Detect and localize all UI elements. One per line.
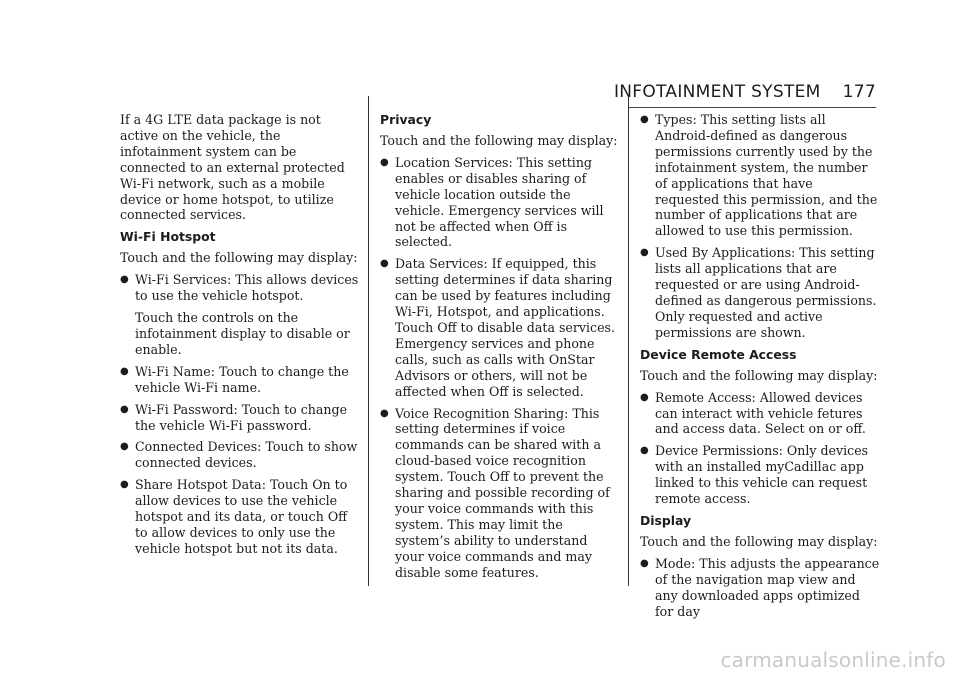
list-item [640, 245, 880, 340]
bullet-icon: ● [640, 445, 649, 457]
column-divider-1 [368, 96, 369, 586]
list-item [380, 155, 620, 250]
bullet-icon: ● [640, 114, 649, 125]
list-item-text: Device Permissions: Only devices with an installed myCadillac app linked to this vehicle can request remote access. [655, 443, 869, 507]
list-item-subtext: Touch the controls on the infotainment display to disable or enable. [135, 310, 350, 357]
list-item-text: Wi-Fi Password: Touch to change the vehicle Wi-Fi password. [135, 401, 348, 433]
bullet-icon: ● [640, 247, 649, 259]
bullet-icon: ● [380, 407, 389, 419]
list-item [640, 112, 880, 239]
bullet-icon: ● [640, 557, 649, 569]
device-remote-access-list [640, 390, 880, 507]
bullet-icon: ● [120, 479, 129, 491]
list-item [380, 406, 620, 581]
header-rule [628, 107, 876, 108]
list-item [380, 256, 620, 399]
wifi-hotspot-heading: Wi-Fi Hotspot [120, 229, 216, 245]
bullet-icon: ● [120, 365, 129, 377]
list-item-text: Mode: This adjusts the appearance of the navigation map view and any downloaded apps optimized for day [655, 555, 880, 619]
display-lead: Touch and the following may display: [640, 533, 878, 549]
display-heading: Display [640, 512, 692, 528]
wifi-hotspot-lead: Touch and the following may display: [120, 250, 358, 266]
list-item [640, 390, 880, 438]
bullet-icon: ● [380, 258, 389, 270]
list-item [120, 364, 360, 396]
list-item [120, 439, 360, 471]
list-item-text: Connected Devices: Touch to show connected devices. [135, 439, 358, 471]
column-3 [640, 112, 880, 625]
privacy-list [380, 155, 620, 581]
bullet-icon: ● [120, 403, 129, 415]
bullet-icon: ● [120, 274, 129, 286]
page-number: 177 [842, 82, 876, 102]
column-1 [120, 112, 360, 563]
watermark: carmanualsonline.info [720, 648, 946, 672]
bullet-icon: ● [120, 441, 129, 453]
list-item-text: Share Hotspot Data: Touch On to allow devices to use the vehicle hotspot and its data, or touch Off to allow devices to only use the vehicle hotspot but not its data. [135, 477, 348, 556]
column-divider-2 [628, 96, 629, 586]
privacy-lead: Touch and the following may display: [380, 133, 618, 148]
list-item [120, 402, 360, 434]
device-remote-access-lead: Touch and the following may display: [640, 367, 878, 383]
list-item-text: Remote Access: Allowed devices can interact with vehicle fetures and access data. Select on or off. [655, 389, 866, 437]
wifi-hotspot-list [120, 272, 360, 557]
list-item-text: Location Services: This setting enables or disables sharing of vehicle location outside the vehicle. Emergency services will not be affected when Off is selected. [395, 154, 604, 250]
page-header [614, 82, 876, 102]
column-2 [380, 112, 620, 586]
bullet-icon: ● [380, 156, 389, 168]
privacy-heading: Privacy [380, 112, 432, 127]
list-item-text: Data Services: If equipped, this setting determines if data sharing can be used by features including Wi-Fi, Hotspot, and applications. Touch Off to disable data services. Emergency services and phone calls, such as calls with OnStar Advisors or others, will not be affected when Off is selected. [395, 256, 616, 399]
permissions-list [640, 112, 880, 341]
intro-paragraph: If a 4G LTE data package is not active on the vehicle, the infotainment system can be connected to an external protected Wi-Fi network, such as a mobile device or home hotspot, to utilize connected services. [120, 112, 345, 223]
section-title: INFOTAINMENT SYSTEM [613, 82, 821, 102]
list-item [640, 556, 880, 620]
list-item [640, 443, 880, 507]
list-item [120, 272, 360, 358]
list-item-text: Wi-Fi Services: This allows devices to use the vehicle hotspot. [135, 272, 359, 304]
list-item-text: Voice Recognition Sharing: This setting determines if voice commands can be shared with a cloud-based voice recognition system. Touch Off to prevent the sharing and possible recording of your voice commands with this system. This may limit the system’s ability to understand your voice commands and may disable some features. [395, 405, 610, 580]
list-item [120, 477, 360, 557]
display-list [640, 556, 880, 620]
device-remote-access-heading: Device Remote Access [640, 346, 797, 362]
list-item-text: Types: This setting lists all Android-defined as dangerous permissions currently used by the infotainment system, the number of applications that have requested this permission, and the number of applications that are allowed to use this permission. [655, 112, 878, 239]
list-item-text: Used By Applications: This setting lists all applications that are requested or are using Android-defined as dangerous permissions. Only requested and active permissions are shown. [655, 245, 877, 340]
list-item-text: Wi-Fi Name: Touch to change the vehicle Wi-Fi name. [135, 363, 349, 395]
bullet-icon: ● [640, 391, 649, 403]
